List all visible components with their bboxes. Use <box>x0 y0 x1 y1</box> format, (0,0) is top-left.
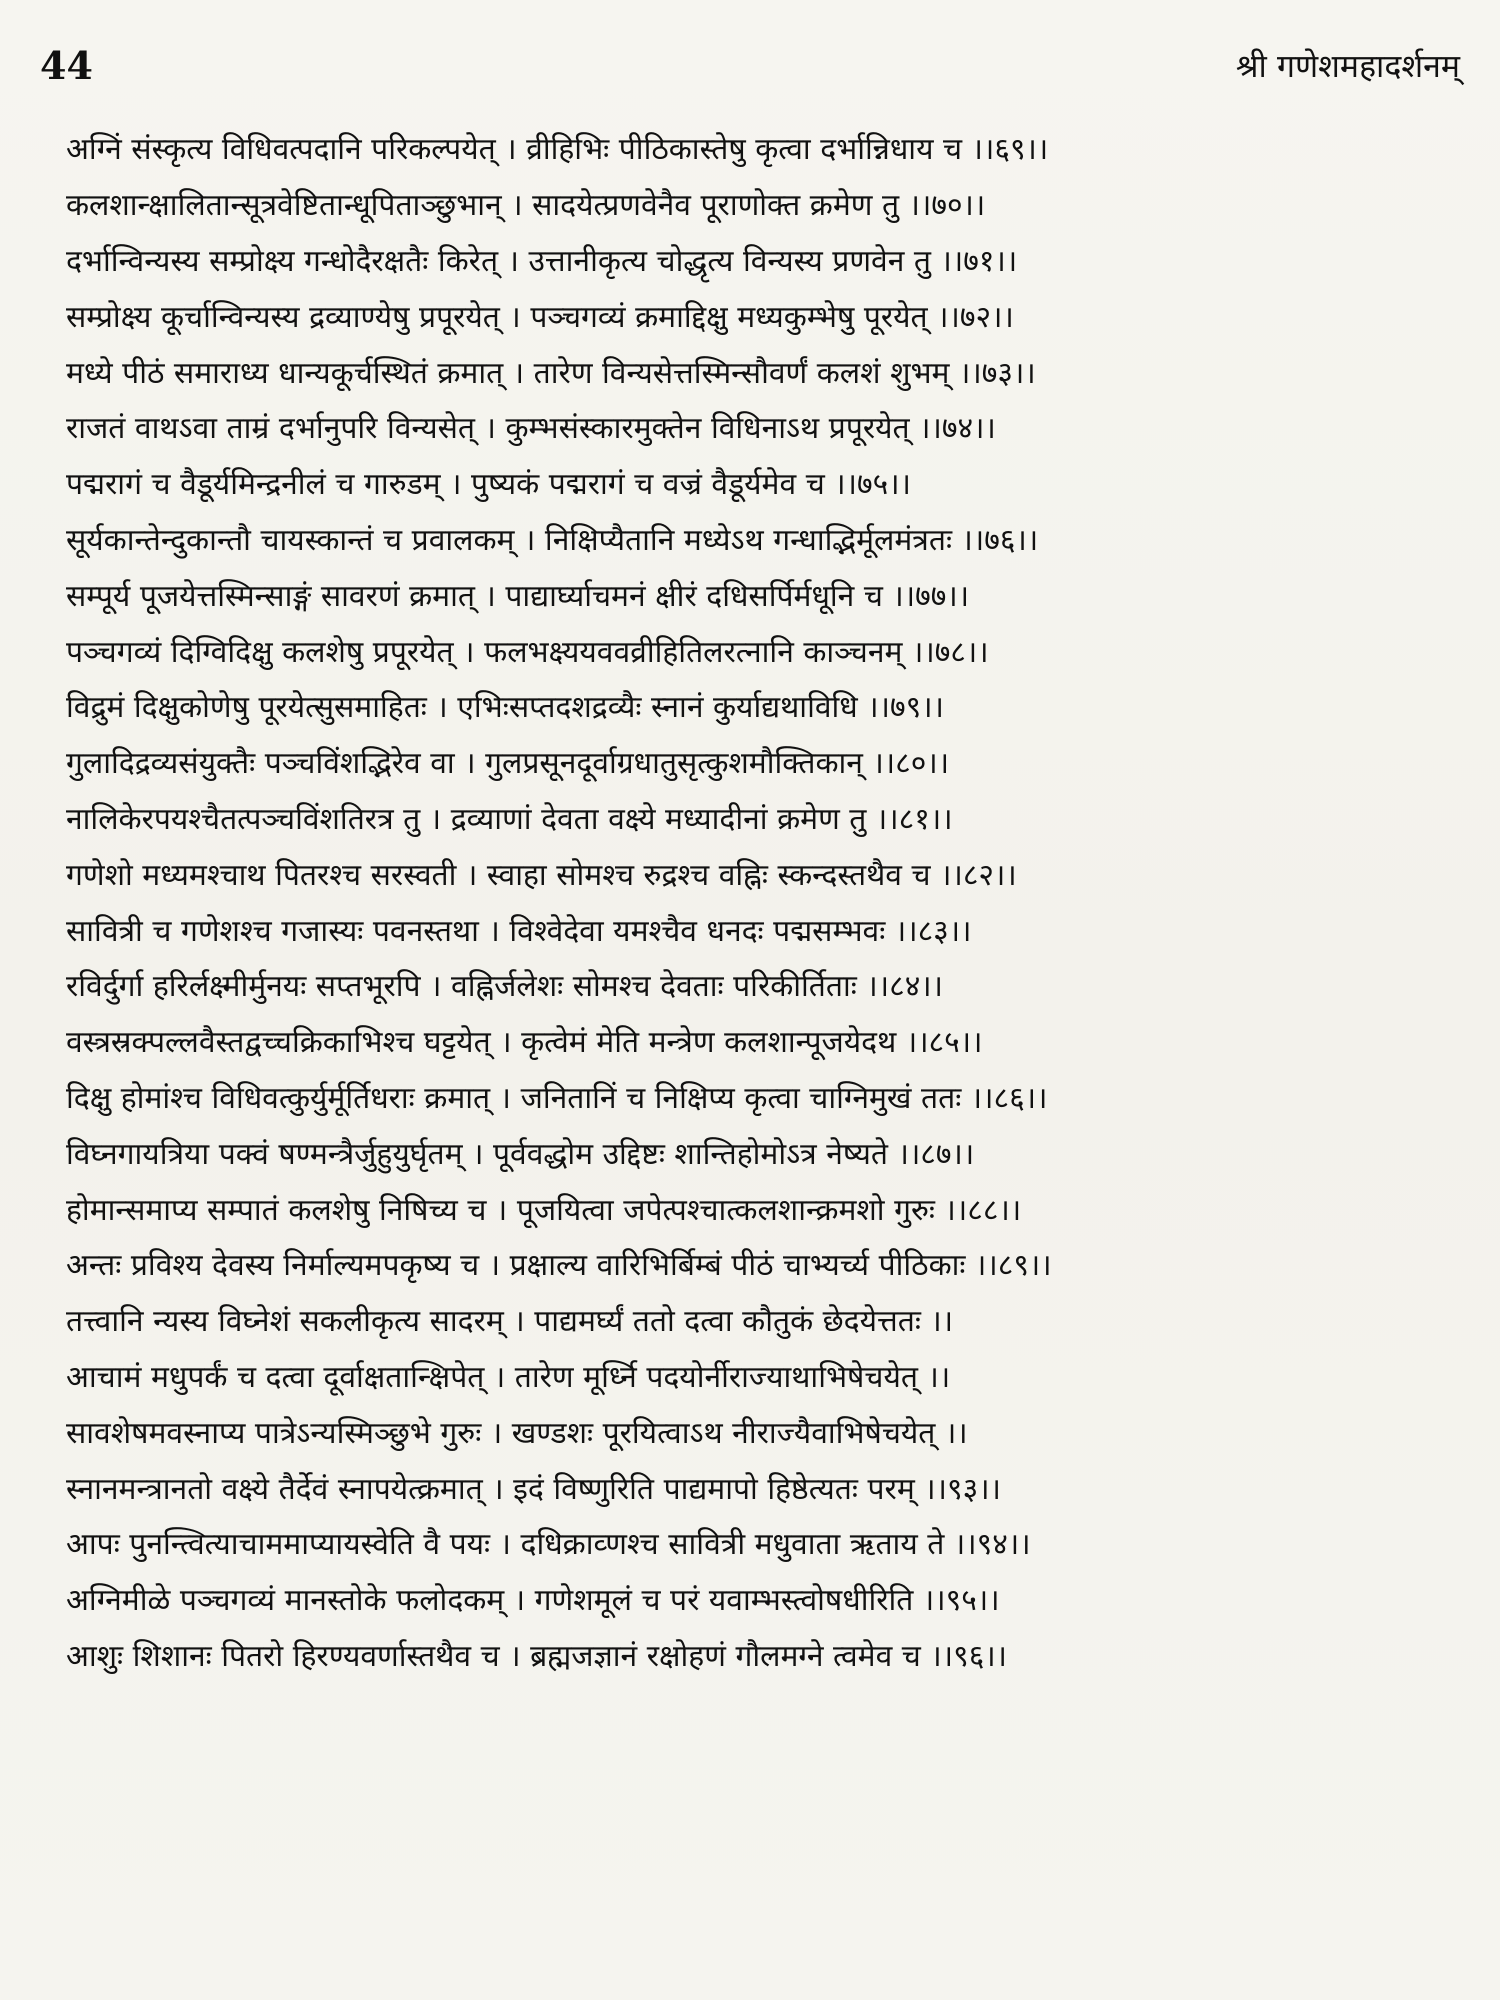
verse-text: मध्ये पीठं समाराध्य धान्यकूर्चस्थितं क्रमात् । तारेण विन्यसेत्तस्मिन्सौवर्णं कलशं शुभम् ।।७३।। <box>66 355 1036 391</box>
running-title: श्री गणेशमहादर्शनम् <box>1235 47 1460 85</box>
verse-text: स्नानमन्त्रानतो वक्ष्ये तैर्देवं स्नापयेत्क्रमात् । इदं विष्णुरिति पाद्यमापो हिष्ठेत्यतः परम् ।।९३।। <box>66 1471 1001 1507</box>
verse-line <box>66 1627 1444 1683</box>
verse-line <box>66 1236 1444 1292</box>
verse-line <box>66 566 1444 622</box>
verse-text: वस्त्रस्रक्पल्लवैस्तद्वच्चक्रिकाभिश्च घट्टयेत् । कृत्वेमं मेति मन्त्रेण कलशान्पूजयेदथ ।।८५।। <box>66 1025 983 1061</box>
verse-line <box>66 120 1444 176</box>
verse-list <box>66 120 1444 1682</box>
verse-text: पद्मरागं च वैडूर्यमिन्द्रनीलं च गारुडम् । पुष्यकं पद्मरागं च वज्रं वैडूर्यमेव च ।।७५।। <box>66 467 911 503</box>
verse-text: अन्तः प्रविश्य देवस्य निर्माल्यमपकृष्य च । प्रक्षाल्य वारिभिर्बिम्बं पीठं चाभ्यर्च्य पीठिकाः ।।८९।। <box>66 1248 1052 1284</box>
verse-line <box>66 957 1444 1013</box>
verse-text: गणेशो मध्यमश्चाथ पितरश्च सरस्वती । स्वाहा सोमश्च रुद्रश्च वह्निः स्कन्दस्तथैव च ।।८२।। <box>66 857 1017 893</box>
page-number: 44 <box>40 43 93 88</box>
verse-text: आचामं मधुपर्कं च दत्वा दूर्वाक्षतान्क्षिपेत् । तारेण मूर्ध्नि पदयोर्नीराज्याथाभिषेचयेत् ।। <box>66 1359 951 1395</box>
verse-text: तत्त्वानि न्यस्य विघ्नेशं सकलीकृत्य सादरम् । पाद्यमर्घ्यं ततो दत्वा कौतुकं छेदयेत्ततः ।। <box>66 1304 954 1340</box>
verse-text: कलशान्क्षालितान्सूत्रवेष्टितान्धूपिताञ्छुभान् । सादयेत्प्रणवेनैव पूराणोक्त क्रमेण तु ।।७०।। <box>66 188 986 224</box>
verse-line <box>66 1571 1444 1627</box>
verse-text: सम्प्रोक्ष्य कूर्चान्विन्यस्य द्रव्याण्येषु प्रपूरयेत् । पञ्चगव्यं क्रमाद्दिक्षु मध्यकुम्भेषु पूरयेत् ।।७२।। <box>66 299 1014 335</box>
verse-line <box>66 678 1444 734</box>
verse-text: अग्निं संस्कृत्य विधिवत्पदानि परिकल्पयेत् । व्रीहिभिः पीठिकास्तेषु कृत्वा दर्भान्निधाय च ।।६९।। <box>66 132 1049 168</box>
verse-line <box>66 1459 1444 1515</box>
verse-line <box>66 901 1444 957</box>
verse-line <box>66 1124 1444 1180</box>
verse-text: दर्भान्विन्यस्य सम्प्रोक्ष्य गन्धोदैरक्षतैः किरेत् । उत्तानीकृत्य चोद्धृत्य विन्यस्य प्रणवेन तु ।।७१।। <box>66 243 1018 279</box>
verse-line <box>66 622 1444 678</box>
verse-text: विद्रुमं दिक्षुकोणेषु पूरयेत्सुसमाहितः । एभिःसप्तदशद्रव्यैः स्नानं कुर्याद्यथाविधि ।।७९।। <box>66 690 944 726</box>
verse-line <box>66 790 1444 846</box>
verse-text: सूर्यकान्तेन्दुकान्तौ चायस्कान्तं च प्रवालकम् । निक्षिप्यैतानि मध्येऽथ गन्धाद्भिर्मूलमंत्रतः ।।७६।। <box>66 522 1039 558</box>
verse-text: पञ्चगव्यं दिग्विदिक्षु कलशेषु प्रपूरयेत् । फलभक्ष्ययववव्रीहितिलरत्नानि काञ्चनम् ।।७८।। <box>66 634 989 670</box>
verse-text: सम्पूर्य पूजयेत्तस्मिन्साङ्गं सावरणं क्रमात् । पाद्यार्घ्याचमनं क्षीरं दधिसर्पिर्मधूनि च ।।७७।। <box>66 578 970 614</box>
verse-line <box>66 511 1444 567</box>
verse-text: विघ्नगायत्रिया पक्वं षण्मन्त्रैर्जुहुयुर्घृतम् । पूर्ववद्धोम उद्दिष्टः शान्तिहोमोऽत्र नेष्यते ।।८७।। <box>66 1136 975 1172</box>
verse-text: दिक्षु होमांश्च विधिवत्कुर्युर्मूर्तिधराः क्रमात् । जनितानिं च निक्षिप्य कृत्वा चाग्निमुखं ततः ।।८६।। <box>66 1080 1048 1116</box>
verse-text: आशुः शिशानः पितरो हिरण्यवर्णास्तथैव च । ब्रह्मजज्ञानं रक्षोहणं गौलमग्ने त्वमेव च ।।९६।। <box>66 1638 1008 1674</box>
page-header <box>40 36 1460 96</box>
verse-line <box>66 343 1444 399</box>
verse-line <box>66 1069 1444 1125</box>
verse-line <box>66 1013 1444 1069</box>
verse-line <box>66 1515 1444 1571</box>
verse-text: रविर्दुर्गा हरिर्लक्ष्मीर्मुनयः सप्तभूरपि । वह्निर्जलेशः सोमश्च देवताः परिकीर्तिताः ।।८४।। <box>66 969 944 1005</box>
verse-text: सावित्री च गणेशश्च गजास्यः पवनस्तथा । विश्वेदेवा यमश्चैव धनदः पद्मसम्भवः ।।८३।। <box>66 913 972 949</box>
verse-line <box>66 1348 1444 1404</box>
verse-text: गुलादिद्रव्यसंयुक्तैः पञ्चविंशद्भिरेव वा । गुलप्रसूनदूर्वाग्रधातुसृत्कुशमौक्तिकान् ।।८०।। <box>66 746 950 782</box>
verse-line <box>66 1292 1444 1348</box>
verse-line <box>66 287 1444 343</box>
verse-line <box>66 1180 1444 1236</box>
verse-line <box>66 1403 1444 1459</box>
verse-line <box>66 734 1444 790</box>
verse-line <box>66 455 1444 511</box>
verse-text: सावशेषमवस्नाप्य पात्रेऽन्यस्मिञ्छुभे गुरुः । खण्डशः पूरयित्वाऽथ नीराज्यैवाभिषेचयेत् ।। <box>66 1415 968 1451</box>
verse-line <box>66 399 1444 455</box>
verse-line <box>66 232 1444 288</box>
verse-text: होमान्समाप्य सम्पातं कलशेषु निषिच्य च । पूजयित्वा जपेत्पश्चात्कलशान्क्रमशो गुरुः ।।८८।। <box>66 1192 1022 1228</box>
verse-text: राजतं वाथऽवा ताम्रं दर्भानुपरि विन्यसेत् । कुम्भसंस्कारमुक्तेन विधिनाऽथ प्रपूरयेत् ।।७४।। <box>66 411 996 447</box>
verse-line <box>66 845 1444 901</box>
verse-text: अग्निमीळे पञ्चगव्यं मानस्तोके फलोदकम् । गणेशमूलं च परं यवाम्भस्त्वोषधीरिति ।।९५।। <box>66 1583 1000 1619</box>
verse-line <box>66 176 1444 232</box>
verse-text: नालिकेरपयश्चैतत्पञ्चविंशतिरत्र तु । द्रव्याणां देवता वक्ष्ये मध्यादीनां क्रमेण तु ।।८१।। <box>66 801 953 837</box>
verse-text: आपः पुनन्त्वित्याचाममाप्यायस्वेति वै पयः । दधिक्राव्णश्च सावित्री मधुवाता ऋताय ते ।।९४।। <box>66 1527 1031 1563</box>
